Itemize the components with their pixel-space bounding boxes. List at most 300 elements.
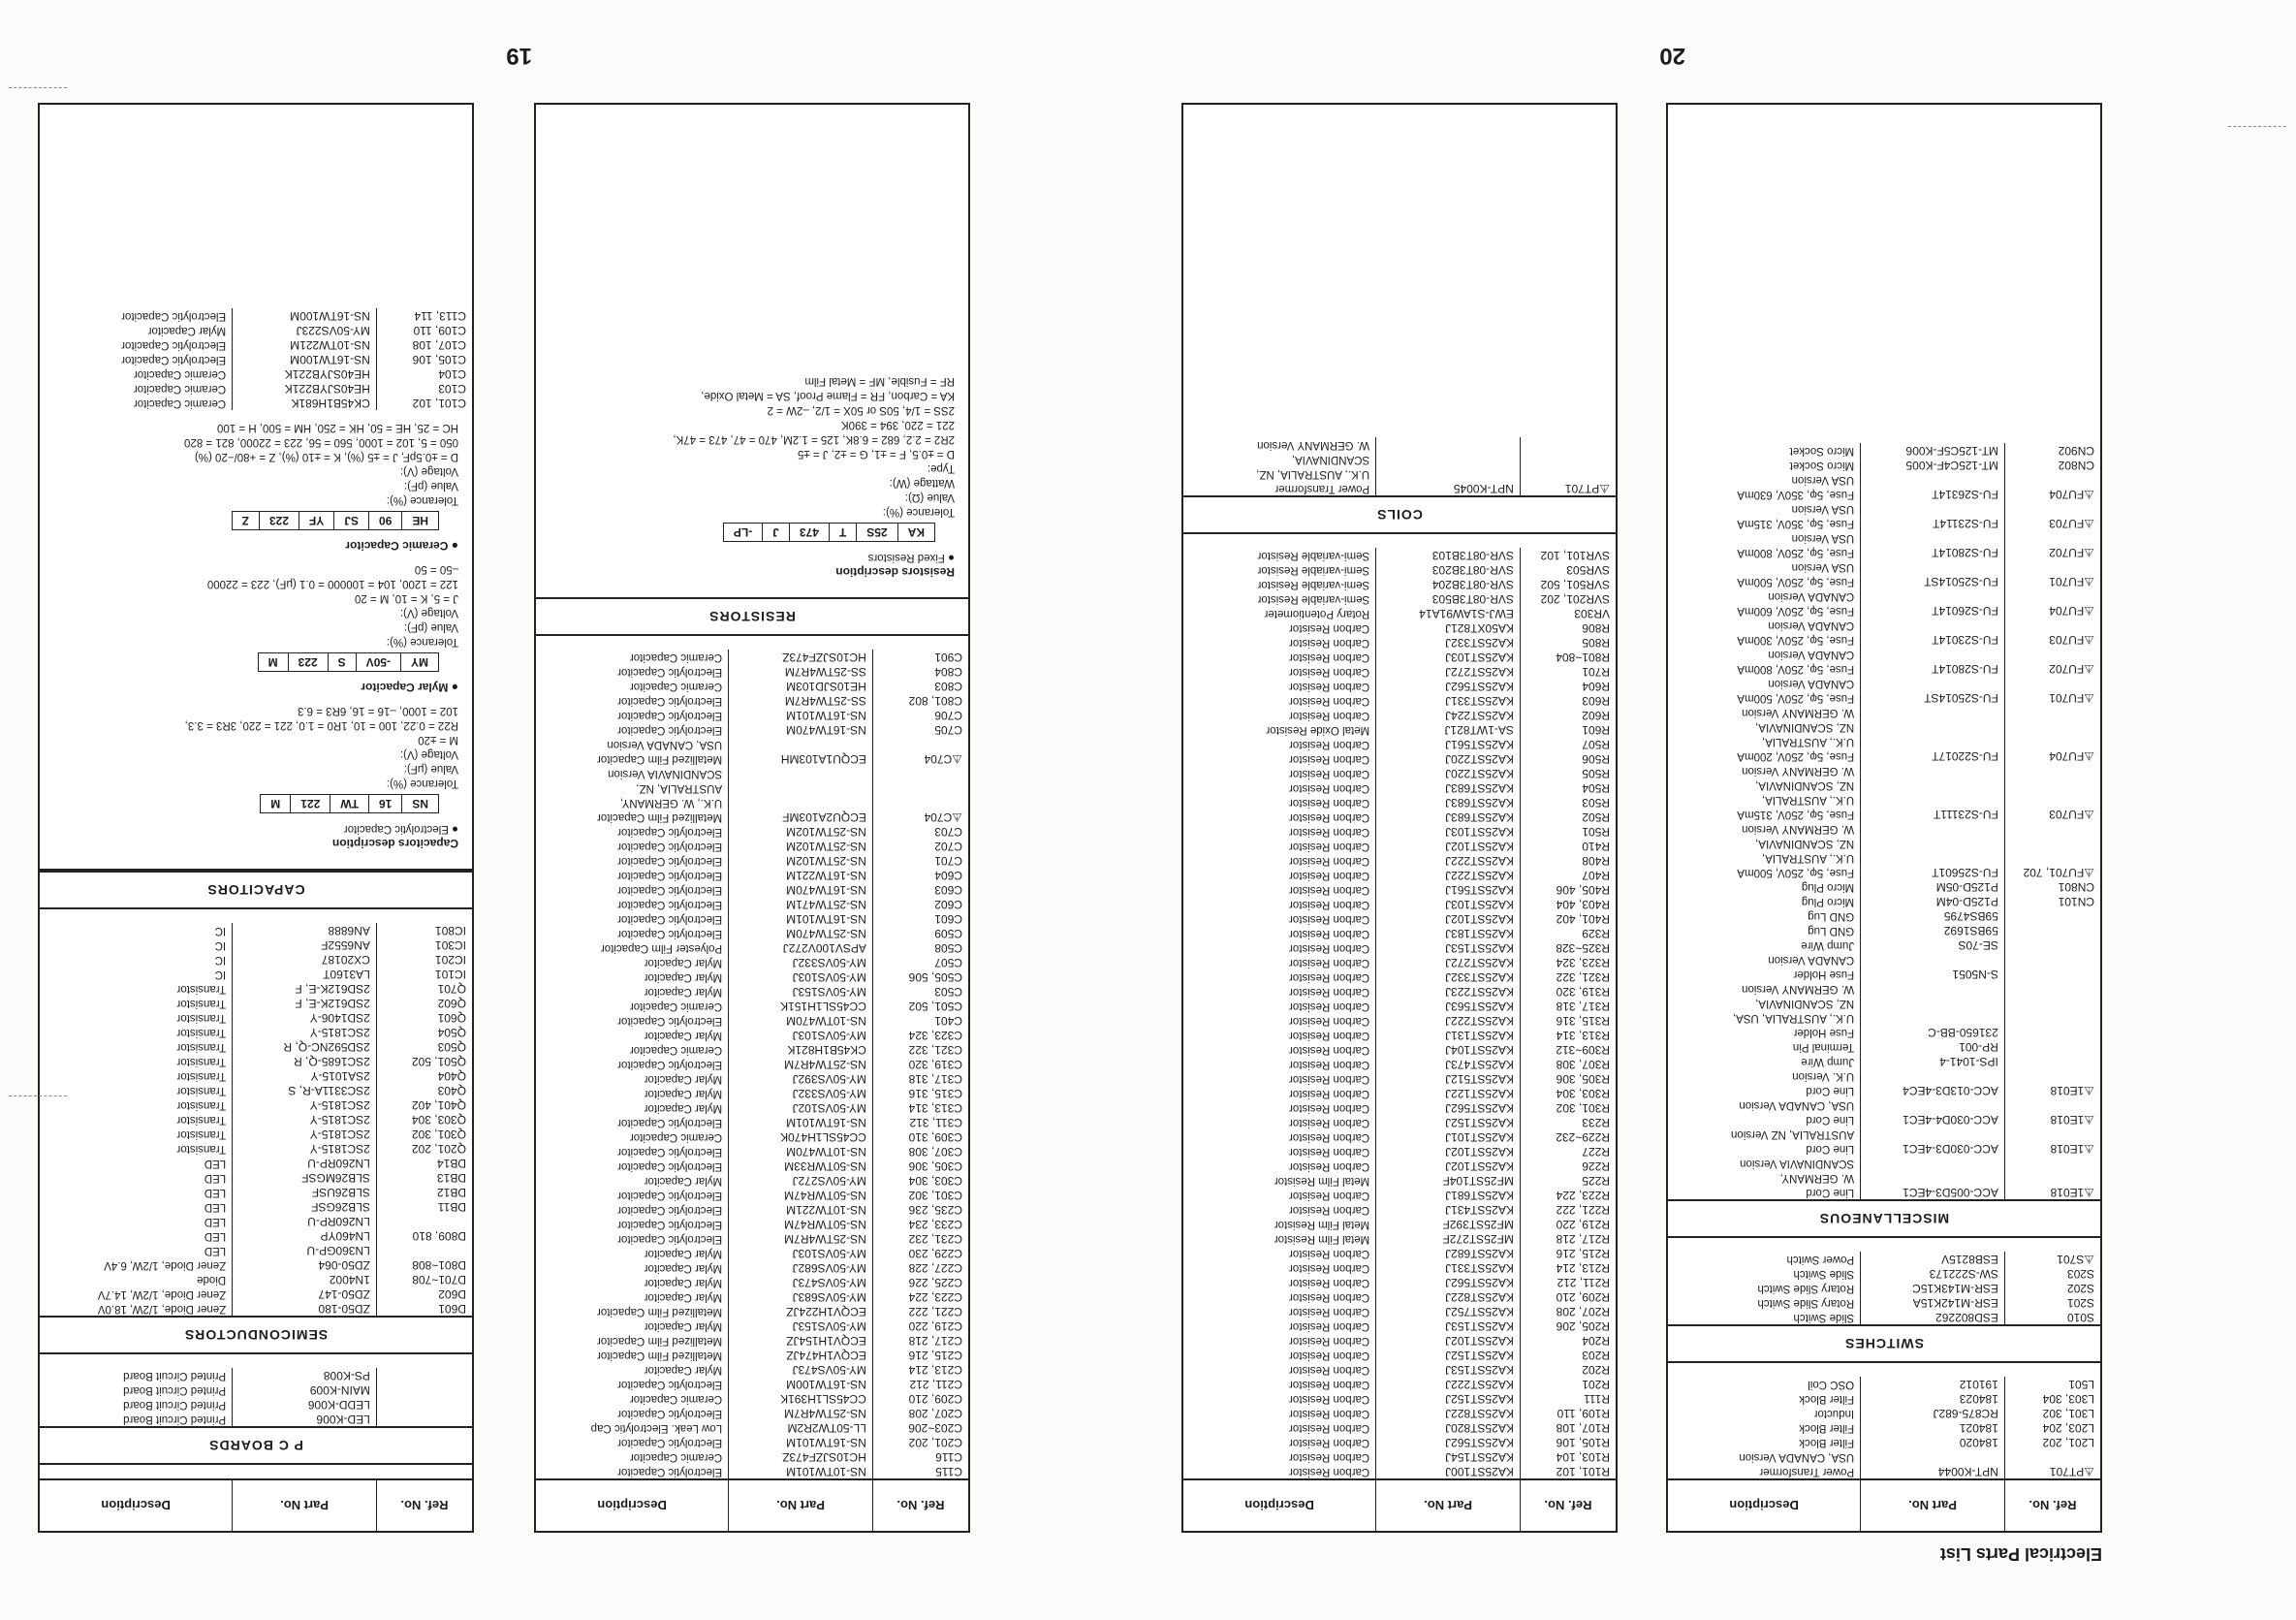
part-no-cell: 2SC1815-Y — [232, 1141, 376, 1156]
part-no-cell: KA25ST152J — [1375, 1115, 1520, 1129]
table-row — [536, 780, 968, 795]
description-cell: Filter Block — [1799, 1422, 1855, 1434]
description-cell: Electrolytic Capacitor — [617, 913, 723, 925]
ref-no-cell: IC101 — [376, 967, 472, 981]
part-no-cell: KA25ST103J — [1375, 650, 1520, 664]
description-cell: Carbon Resistor — [1289, 928, 1370, 939]
part-no-cell: KA25ST682J — [1375, 1246, 1520, 1260]
ref-no-cell: ⚠FU703 — [2004, 516, 2100, 530]
part-no-cell: MY-50VS473J — [728, 1362, 872, 1377]
table-row — [1183, 1377, 1616, 1391]
description-cell: Carbon Resistor — [1289, 826, 1370, 838]
table-row — [1183, 926, 1616, 940]
ref-no-cell: R309~312 — [1520, 1042, 1616, 1057]
description-cell: Polyester Film Capacitor — [600, 942, 723, 954]
table-row — [536, 737, 968, 751]
table-row — [1668, 1068, 2100, 1083]
ref-no-cell: C601 — [872, 911, 968, 926]
table-row — [1183, 1406, 1616, 1420]
ref-no-cell: Q201, 202 — [376, 1141, 472, 1156]
ref-no-cell — [872, 795, 968, 810]
part-no-cell: ACC-030D3-4EC1 — [1860, 1141, 2004, 1156]
description-cell: AUSTRALIA, NZ Version — [1730, 1128, 1855, 1140]
ref-no-cell — [2004, 618, 2100, 632]
table-row — [1668, 1266, 2100, 1281]
description-cell: Line Cord — [1806, 1187, 1855, 1198]
description-cell: Power Transformer — [1759, 1466, 1855, 1477]
part-code-segment: TW — [330, 794, 369, 813]
description-cell: Fuse, 5φ, 250V, 300mA — [1737, 634, 1855, 646]
table-row — [536, 984, 968, 999]
note-line: 2R2 = 2.2, 682 = 6.8K, 125 = 1.2M, 470 = 47, 473 = 47K, — [673, 433, 955, 445]
ref-no-cell: Q601 — [376, 1010, 472, 1025]
ref-no-cell — [2004, 821, 2100, 836]
note-line: RF = Fusible, MF = Metal Film — [804, 375, 955, 387]
ref-no-cell: Q503 — [376, 1039, 472, 1054]
table-row — [1668, 894, 2100, 908]
table-row — [1668, 1420, 2100, 1435]
ref-no-cell: S201 — [2004, 1295, 2100, 1310]
ref-no-cell: VR303 — [1520, 606, 1616, 620]
part-no-cell: ESR-M143K15C — [1860, 1281, 2004, 1295]
table-row — [1183, 969, 1616, 984]
ref-no-cell: R601 — [1520, 722, 1616, 737]
table-row — [1183, 1304, 1616, 1318]
part-no-cell: SS-25TW4R7M — [728, 693, 872, 708]
description-cell: Printed Circuit Board — [123, 1399, 227, 1411]
description-cell: LED — [204, 1216, 227, 1227]
description-cell: Carbon Resistor — [1289, 913, 1370, 925]
description-cell: Transistor — [176, 1056, 227, 1067]
part-no-cell: KA25ST102J — [1375, 1144, 1520, 1159]
ref-no-cell — [2004, 996, 2100, 1010]
rows-block — [1668, 1252, 2100, 1324]
part-no-cell: NS-50TWR33M — [728, 1159, 872, 1173]
description-cell: W. GERMANY Version — [1257, 439, 1370, 451]
part-no-cell: NS-25TW471M — [728, 897, 872, 911]
description-cell: OSC Coil — [1808, 1379, 1855, 1390]
description-cell: Carbon Resistor — [1289, 681, 1370, 692]
table-row — [1668, 443, 2100, 458]
part-code-segment: T — [830, 523, 857, 542]
table-row — [1668, 1310, 2100, 1324]
table-row — [40, 381, 472, 396]
part-no-cell: NS-16TW101M — [728, 911, 872, 926]
ref-no-cell: R227 — [1520, 1144, 1616, 1159]
table-row — [536, 1304, 968, 1318]
part-no-cell: KA25ST822J — [1375, 1406, 1520, 1420]
description-cell: Ceramic Capacitor — [629, 651, 723, 663]
description-cell: Carbon Resistor — [1289, 1102, 1370, 1114]
ref-no-cell: C604 — [872, 868, 968, 882]
part-no-cell: KA25ST562J — [1375, 679, 1520, 693]
table-row — [536, 1217, 968, 1231]
part-no-cell: RP-001 — [1860, 1039, 2004, 1054]
description-cell: Electrolytic Capacitor — [617, 1015, 723, 1027]
table-row — [1183, 999, 1616, 1013]
table-row — [1668, 734, 2100, 748]
part-no-cell — [728, 795, 872, 810]
description-cell: Fuse, 5φ, 250V, 800mA — [1737, 663, 1855, 675]
description-cell: Fuse, 5φ, 250V, 800mA — [1737, 547, 1855, 558]
part-no-cell: NS-25TW102M — [728, 853, 872, 868]
description-cell: Mylar Capacitor — [644, 1320, 723, 1332]
ref-no-cell: ⚠FU701, 702 — [2004, 865, 2100, 879]
part-no-cell — [1860, 836, 2004, 850]
ref-no-cell — [2004, 1039, 2100, 1054]
table-row — [1668, 603, 2100, 618]
table-row — [536, 1231, 968, 1246]
description-cell: Carbon Resistor — [1289, 739, 1370, 750]
table-row — [1183, 897, 1616, 911]
ref-no-cell: C221, 222 — [872, 1304, 968, 1318]
table-row — [1183, 1071, 1616, 1086]
part-no-cell: KA25ST152J — [1375, 1348, 1520, 1362]
ref-no-cell: R317, 318 — [1520, 999, 1616, 1013]
ref-no-cell: R602 — [1520, 708, 1616, 722]
description-cell: LED — [204, 1230, 227, 1242]
part-no-cell: SVR-08T3B103 — [1375, 548, 1520, 562]
description-cell: Electrolytic Capacitor — [121, 354, 227, 365]
part-no-cell: ZD50-064 — [232, 1257, 376, 1272]
part-no-cell: SLB26USF — [232, 1185, 376, 1199]
ref-no-cell — [2004, 1025, 2100, 1039]
ref-no-cell: R215, 216 — [1520, 1246, 1616, 1260]
part-code-segment: M — [258, 652, 289, 672]
part-no-cell: KA25ST332J — [1375, 635, 1520, 650]
part-no-cell: IPS-1041-4 — [1860, 1054, 2004, 1068]
table-row — [536, 810, 968, 824]
part-no-cell: MY-50VS153J — [728, 984, 872, 999]
ref-no-cell: C323, 324 — [872, 1028, 968, 1042]
description-cell: Metallized Film Capacitor — [597, 753, 723, 765]
part-no-cell: MT-125C5F-K006 — [1860, 443, 2004, 458]
part-no-cell: FU-S23111T — [1860, 807, 2004, 821]
table-row — [536, 940, 968, 955]
table-row — [40, 1170, 472, 1185]
ref-no-cell: R209, 210 — [1520, 1289, 1616, 1304]
description-cell: Fuse Holder — [1793, 969, 1855, 980]
note-line: Value (pF): — [403, 480, 458, 492]
table-row — [1183, 1464, 1616, 1478]
table-row — [40, 1097, 472, 1112]
part-no-cell: LN260RP-U — [232, 1214, 376, 1228]
part-no-cell: MY-50VS683J — [728, 1289, 872, 1304]
description-cell: SCANDINAVIA Version — [608, 768, 723, 779]
table-row — [536, 751, 968, 766]
part-no-cell — [1860, 530, 2004, 545]
description-cell: Carbon Resistor — [1289, 1117, 1370, 1128]
part-no-cell — [1860, 588, 2004, 603]
part-no-cell: KA25ST152J — [1375, 1391, 1520, 1406]
description-cell: Electrolytic Capacitor — [617, 1059, 723, 1070]
ref-no-cell — [376, 1382, 472, 1397]
description-cell: Electrolytic Capacitor — [617, 1466, 723, 1477]
description-cell: Power Switch — [1786, 1254, 1855, 1265]
table-row — [40, 396, 472, 410]
description-cell: Printed Circuit Board — [123, 1414, 227, 1425]
part-no-cell: KA25ST331J — [1375, 1260, 1520, 1275]
part-no-cell — [728, 737, 872, 751]
description-cell: Mylar Capacitor — [644, 986, 723, 998]
table-row — [1668, 1295, 2100, 1310]
table-row — [1668, 632, 2100, 647]
part-no-cell: SVR-08T3B203 — [1375, 562, 1520, 577]
table-row — [536, 1042, 968, 1057]
table-row — [1668, 1170, 2100, 1185]
table-row — [1183, 1100, 1616, 1115]
table-row — [1183, 1217, 1616, 1231]
part-code-segment: KA — [898, 523, 935, 542]
table-row — [40, 1301, 472, 1316]
ref-no-cell — [2004, 778, 2100, 792]
description-cell: Carbon Resistor — [1289, 841, 1370, 852]
description-cell: U.K., AUSTRALIA, USA, — [1732, 1012, 1855, 1024]
table-row — [40, 352, 472, 366]
table-row — [536, 882, 968, 897]
description-cell: U.K., W. GERMANY, — [619, 797, 723, 809]
part-no-cell: SVR-08T3B503 — [1375, 591, 1520, 606]
part-code-box — [53, 652, 439, 672]
ref-no-cell: C116 — [872, 1449, 968, 1464]
ref-no-cell: CN902 — [2004, 443, 2100, 458]
table-row — [536, 1289, 968, 1304]
description-cell: Electrolytic Capacitor — [617, 884, 723, 896]
description-cell: Ceramic Capacitor — [629, 681, 723, 692]
ref-no-cell: C107, 108 — [376, 337, 472, 352]
part-no-cell: P125D-05M — [1860, 879, 2004, 894]
ref-no-cell: Q404 — [376, 1068, 472, 1083]
description-cell: Carbon Resistor — [1289, 753, 1370, 765]
table-row — [1668, 647, 2100, 661]
description-cell: Fuse, 5φ, 250V, 500mA — [1737, 692, 1855, 704]
part-no-cell: 2SD592NC-Q, R — [232, 1039, 376, 1054]
description-cell: NZ, SCANDINAVIA, — [1755, 779, 1855, 791]
ref-no-cell: ⚠FU704 — [2004, 748, 2100, 763]
table-row — [40, 937, 472, 952]
ref-no-cell: C217, 218 — [872, 1333, 968, 1348]
part-no-cell: CC45SL1H151K — [728, 999, 872, 1013]
description-cell: NZ, SCANDINAVIA, — [1755, 721, 1855, 733]
description-cell: Terminal Pin — [1792, 1041, 1855, 1053]
part-no-cell: MAIN-K009 — [232, 1382, 376, 1397]
description-cell: Carbon Resistor — [1289, 1204, 1370, 1216]
table-row — [1183, 1086, 1616, 1100]
note-line: 122 = 1200, 104 = 100000 = 0.1 (μF), 223 = 22000 — [206, 578, 458, 589]
part-no-cell: FU-S23114T — [1860, 516, 2004, 530]
description-cell: Ceramic Capacitor — [629, 1393, 723, 1405]
description-cell: Carbon Resistor — [1289, 1146, 1370, 1158]
note-line: Value (pF): — [403, 621, 458, 633]
description-cell: Electrolytic Capacitor — [617, 1233, 723, 1245]
ref-no-cell: C507 — [872, 955, 968, 969]
ref-no-cell: S202 — [2004, 1281, 2100, 1295]
ref-no-cell: R301, 302 — [1520, 1100, 1616, 1115]
column-header-cell: Description — [1729, 1498, 1799, 1513]
part-no-cell: NS-10TW470M — [728, 1013, 872, 1028]
description-cell: Carbon Resistor — [1289, 768, 1370, 779]
table-row — [1668, 530, 2100, 545]
ref-no-cell — [2004, 937, 2100, 952]
table-row — [1668, 574, 2100, 588]
ref-no-cell: C319, 320 — [872, 1057, 968, 1071]
table-row — [40, 1068, 472, 1083]
ref-no-cell: R105, 106 — [1520, 1435, 1616, 1449]
description-cell: Electrolytic Capacitor — [617, 695, 723, 707]
description-cell: USA Version — [1791, 503, 1855, 515]
ref-no-cell — [2004, 1010, 2100, 1025]
ref-no-cell: D701~708 — [376, 1272, 472, 1286]
ref-no-cell: C215, 216 — [872, 1348, 968, 1362]
ref-no-cell: C706 — [872, 708, 968, 722]
part-no-cell — [1860, 981, 2004, 996]
ref-no-cell: ⚠1E018 — [2004, 1083, 2100, 1097]
table-row — [536, 824, 968, 839]
description-cell: Mylar Capacitor — [644, 1364, 723, 1376]
description-cell: GND Lug — [1808, 910, 1855, 922]
note-line: D = ±0.5pF, J = ±5 (%), K = ±10 (%), Z = +80/−20 (%) — [194, 451, 458, 462]
part-no-cell: FU-S28014T — [1860, 661, 2004, 676]
part-no-cell — [1860, 850, 2004, 865]
description-cell: Carbon Resistor — [1289, 1160, 1370, 1172]
part-no-cell: LN360GP-U — [232, 1243, 376, 1257]
table-row — [40, 996, 472, 1010]
part-no-cell: KA25ST224J — [1375, 708, 1520, 722]
description-cell: Carbon Resistor — [1289, 1408, 1370, 1419]
ref-no-cell: IC801 — [376, 923, 472, 937]
ref-no-cell: R229~232 — [1520, 1129, 1616, 1144]
table-row — [1668, 458, 2100, 472]
crop-mark — [2228, 126, 2286, 127]
note-line: Voltage (V): — [399, 607, 458, 619]
ref-no-cell: R408 — [1520, 853, 1616, 868]
description-cell: IC — [214, 969, 227, 980]
part-no-cell: NPT-K0044 — [1860, 1464, 2004, 1478]
part-no-cell: FU-S23014T — [1860, 632, 2004, 647]
part-no-cell: KA25ST822J — [1375, 1289, 1520, 1304]
part-no-cell: KA25ST272J — [1375, 955, 1520, 969]
part-no-cell: ECQU2A103MF — [728, 810, 872, 824]
section-title: CAPACITORS — [40, 871, 472, 909]
part-no-cell — [1860, 1127, 2004, 1141]
ref-no-cell: C301, 302 — [872, 1188, 968, 1202]
description-cell: Carbon Resistor — [1289, 1015, 1370, 1027]
description-cell: Electrolytic Capacitor — [617, 1204, 723, 1216]
part-no-cell: MY-50VS272J — [728, 1173, 872, 1188]
part-no-cell: 184020 — [1860, 1435, 2004, 1449]
description-cell: W. GERMANY Version — [1742, 707, 1855, 718]
ref-no-cell — [872, 737, 968, 751]
table-row — [40, 1141, 472, 1156]
note-line: Tolerance (%): — [386, 778, 458, 789]
description-cell: Electrolytic Capacitor — [617, 1408, 723, 1419]
ref-no-cell: C401 — [872, 1013, 968, 1028]
part-no-cell: KA25ST562J — [1375, 1435, 1520, 1449]
table-row — [40, 981, 472, 996]
description-cell: Carbon Resistor — [1289, 622, 1370, 634]
table-row — [1183, 481, 1616, 495]
description-cell: Electrolytic Capacitor — [617, 841, 723, 852]
table-row — [1183, 839, 1616, 853]
description-cell: Fuse, 5φ, 250V, 315mA — [1737, 809, 1855, 820]
ref-no-cell: ⚠FU701 — [2004, 690, 2100, 705]
description-cell: Line Cord — [1806, 1085, 1855, 1096]
ref-no-cell: CN101 — [2004, 894, 2100, 908]
description-cell: Electrolytic Capacitor — [617, 1379, 723, 1390]
ref-no-cell: D809, 810 — [376, 1228, 472, 1243]
description-cell: W. GERMANY, — [1779, 1172, 1855, 1184]
description-cell: Carbon Resistor — [1289, 1350, 1370, 1361]
ref-no-cell: R204 — [1520, 1333, 1616, 1348]
table-row — [40, 1243, 472, 1257]
ref-no-cell — [872, 766, 968, 780]
ref-no-cell: C207, 208 — [872, 1406, 968, 1420]
table-row — [1668, 1464, 2100, 1478]
ref-no-cell: S203 — [2004, 1266, 2100, 1281]
part-no-cell: KA25ST561J — [1375, 882, 1520, 897]
description-cell: Carbon Resistor — [1289, 957, 1370, 969]
table-row — [536, 897, 968, 911]
part-no-cell: NS-25TW102M — [728, 824, 872, 839]
description-cell: Carbon Resistor — [1289, 1030, 1370, 1041]
notes-sub: ● Ceramic Capacitor — [345, 539, 458, 553]
table-row — [1183, 562, 1616, 577]
part-no-cell — [1860, 792, 2004, 807]
column-header-cell: Description — [1244, 1498, 1314, 1513]
description-cell: Transistor — [176, 1143, 227, 1155]
description-cell: Zener Diode, 1/2W, 18.0V — [97, 1303, 227, 1315]
ref-no-cell: S010 — [2004, 1310, 2100, 1324]
ref-no-cell: C105, 106 — [376, 352, 472, 366]
description-cell: Fuse, 5φ, 250V, 500mA — [1737, 576, 1855, 588]
ref-no-cell: R315, 316 — [1520, 1013, 1616, 1028]
part-no-cell: KA25ST153J — [1375, 1362, 1520, 1377]
description-cell: Carbon Resistor — [1289, 1059, 1370, 1070]
part-no-cell: KA25ST683J — [1375, 795, 1520, 810]
description-cell: Carbon Resistor — [1289, 942, 1370, 954]
ref-no-cell: C229, 230 — [872, 1246, 968, 1260]
table-row — [1183, 1159, 1616, 1173]
ref-no-cell — [2004, 1170, 2100, 1185]
ref-no-cell: C311, 312 — [872, 1115, 968, 1129]
notes-heading: Capacitors description — [331, 837, 458, 850]
description-cell: Filter Block — [1799, 1393, 1855, 1405]
table-row — [40, 1083, 472, 1097]
part-no-cell — [1860, 472, 2004, 487]
ref-no-cell: R219, 220 — [1520, 1217, 1616, 1231]
part-no-cell: 2SC1815-Y — [232, 1127, 376, 1141]
document-title: Electrical Parts List — [1939, 1544, 2102, 1564]
description-cell: Metal Film Resistor — [1274, 1233, 1370, 1245]
description-cell: Fuse Holder — [1793, 1027, 1855, 1038]
table-row — [1183, 1348, 1616, 1362]
table-row — [1183, 780, 1616, 795]
part-no-cell: KA25ST222J — [1375, 1377, 1520, 1391]
part-no-cell: ECQU1A103MH — [728, 751, 872, 766]
ref-no-cell: Q401, 402 — [376, 1097, 472, 1112]
table-row — [536, 1115, 968, 1129]
part-no-cell: KA25ST220J — [1375, 751, 1520, 766]
note-line: Voltage (V): — [399, 748, 458, 760]
description-cell: Rotary Slide Switch — [1757, 1297, 1855, 1309]
table-row — [1668, 705, 2100, 719]
ref-no-cell: R603 — [1520, 693, 1616, 708]
description-cell: Mylar Capacitor — [644, 1291, 723, 1303]
table-row — [1183, 606, 1616, 620]
table-row — [1668, 487, 2100, 501]
table-row — [1183, 1420, 1616, 1435]
ref-no-cell — [376, 1214, 472, 1228]
